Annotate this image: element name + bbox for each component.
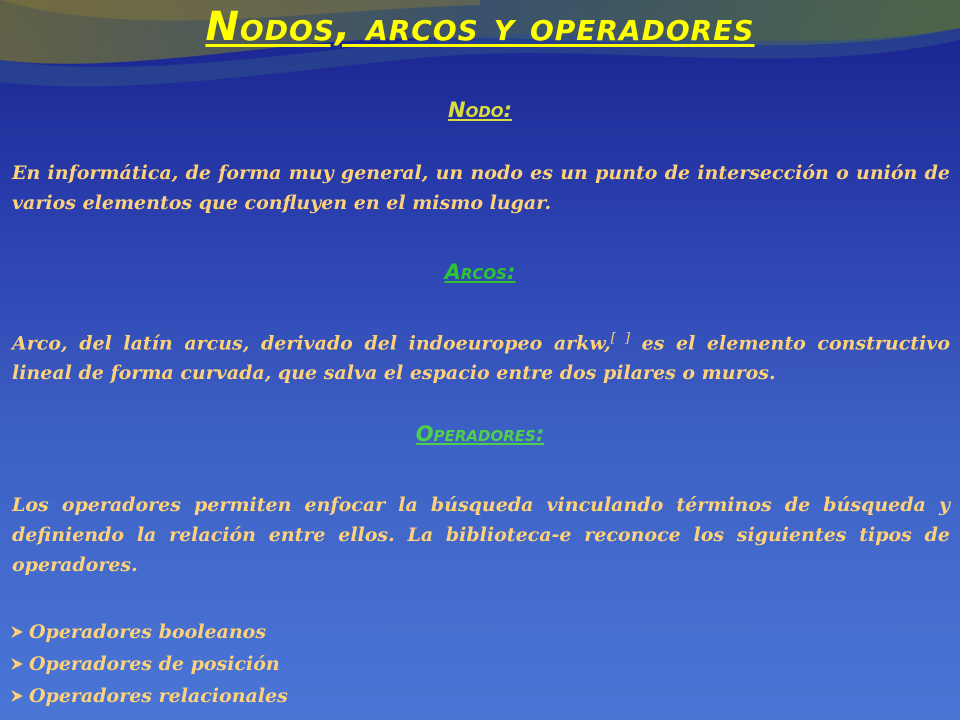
list-item: [10, 648, 288, 680]
arrow-bullet-icon: [10, 625, 24, 639]
list-item-label: Operadores booleanos: [29, 621, 267, 643]
operadores-heading: Operadores:: [415, 422, 545, 446]
nodo-heading: Nodo:: [448, 98, 512, 122]
arcos-heading: Arcos:: [444, 260, 516, 284]
list-item: [10, 616, 288, 648]
operadores-paragraph: Los operadores permiten enfocar la búsqueda vinculando términos de búsqueda y definiendo la relación entre ellos. La biblioteca-e reconoce los siguientes tipos de operadores.: [12, 494, 950, 576]
operator-list: [10, 616, 288, 712]
list-item: [10, 680, 288, 712]
arcos-paragraph: [12, 324, 950, 388]
arcos-text-before: Arco, del latín arcus, derivado del indoeuropeo arkw,: [12, 332, 611, 355]
slide-title: Nodos, arcos y operadores: [205, 4, 755, 50]
arrow-bullet-icon: [10, 689, 24, 703]
arrow-bullet-icon: [10, 657, 24, 671]
list-item-label: Operadores de posición: [29, 653, 280, 675]
nodo-paragraph: En informática, de forma muy general, un nodo es un punto de intersección o unión de varios elementos que confluyen en el mismo lugar.: [12, 162, 950, 214]
arcos-text-after: es el elemento constructivo lineal de forma curvada, que salva el espacio entre dos pilares o muros.: [12, 332, 951, 385]
citation-link[interactable]: [ ]: [610, 331, 631, 346]
list-item-label: Operadores relacionales: [29, 685, 288, 707]
